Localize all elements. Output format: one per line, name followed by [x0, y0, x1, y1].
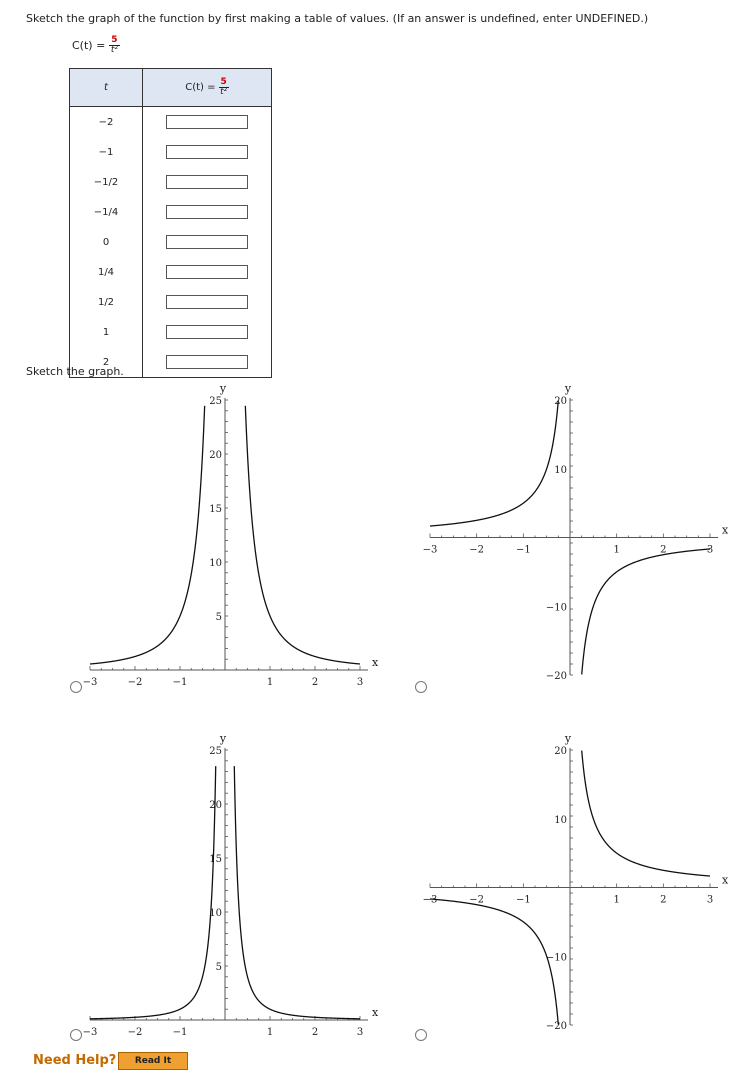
- radio-graph-a[interactable]: [70, 681, 82, 693]
- function-curve: [234, 766, 360, 1019]
- header-t: t: [70, 69, 143, 107]
- table-row: [70, 227, 272, 257]
- x-tick-label: −1: [172, 677, 188, 688]
- x-tick-label: 1: [613, 894, 620, 906]
- x-tick-label: −2: [469, 544, 485, 556]
- function-curve: [582, 751, 710, 877]
- x-tick-label: −1: [172, 1027, 188, 1038]
- c-value-cell: [143, 167, 272, 197]
- x-axis-label: x: [722, 873, 729, 887]
- graph-option-c: [80, 730, 380, 1050]
- y-tick-label: −10: [545, 602, 567, 614]
- c-value-cell: [143, 347, 272, 378]
- y-tick-label: 20: [209, 800, 222, 811]
- x-tick-label: 1: [266, 1027, 274, 1038]
- table-row: [70, 137, 272, 167]
- c-value-cell: [143, 257, 272, 287]
- c-value-cell: [143, 227, 272, 257]
- y-axis-label: y: [564, 382, 572, 395]
- t-value: 2: [70, 347, 143, 378]
- x-tick-label: −2: [127, 1027, 143, 1038]
- x-tick-label: −2: [127, 677, 143, 688]
- y-tick-label: −20: [545, 1021, 567, 1032]
- c-value-cell: [143, 137, 272, 167]
- x-tick-label: 1: [613, 544, 620, 556]
- x-tick-label: −3: [422, 894, 438, 906]
- function-curve: [90, 766, 216, 1019]
- function-lhs: C(t) =: [72, 39, 106, 52]
- y-tick-label: −10: [545, 952, 567, 964]
- x-axis-label: x: [372, 1006, 379, 1019]
- x-tick-label: 3: [706, 894, 714, 906]
- y-tick-label: 10: [554, 814, 567, 826]
- c-value-input[interactable]: [166, 325, 248, 339]
- c-value-cell: [143, 107, 272, 138]
- c-value-input[interactable]: [166, 115, 248, 129]
- t-value: −1/2: [70, 167, 143, 197]
- graph-option-a: [80, 380, 380, 700]
- c-value-input[interactable]: [166, 235, 248, 249]
- values-table: [69, 68, 272, 378]
- c-value-cell: [143, 197, 272, 227]
- c-value-input[interactable]: [166, 265, 248, 279]
- c-value-cell: [143, 287, 272, 317]
- x-tick-label: −1: [515, 544, 531, 556]
- c-value-input[interactable]: [166, 295, 248, 309]
- read-it-button[interactable]: Read It: [118, 1052, 188, 1070]
- function-fraction: [109, 36, 119, 55]
- y-tick-label: 15: [209, 854, 222, 865]
- t-value: −2: [70, 107, 143, 138]
- y-tick-label: 10: [209, 908, 222, 919]
- t-value: 1/4: [70, 257, 143, 287]
- function-curve: [430, 899, 558, 1025]
- graph-option-d: [420, 730, 730, 1050]
- x-axis-label: x: [372, 656, 379, 669]
- y-tick-label: 15: [209, 504, 222, 515]
- header-c: C(t) = $\frac{5}{\text{t²}}$: [143, 69, 272, 107]
- t-value: −1/4: [70, 197, 143, 227]
- x-tick-label: −3: [82, 677, 98, 688]
- sketch-label: Sketch the graph.: [26, 365, 124, 378]
- y-tick-label: −20: [545, 671, 567, 682]
- y-tick-label: 5: [215, 962, 222, 973]
- x-tick-label: 2: [311, 677, 319, 688]
- x-tick-label: −3: [82, 1027, 98, 1038]
- x-tick-label: 3: [356, 1027, 364, 1038]
- y-tick-label: 20: [554, 746, 567, 757]
- function-numerator: 5: [111, 35, 118, 45]
- c-value-cell: [143, 317, 272, 347]
- x-tick-label: 3: [356, 677, 364, 688]
- y-tick-label: 5: [215, 612, 222, 623]
- radio-graph-d[interactable]: [415, 1029, 427, 1041]
- c-value-input[interactable]: [166, 145, 248, 159]
- y-tick-label: 10: [554, 464, 567, 476]
- radio-graph-c[interactable]: [70, 1029, 82, 1041]
- y-axis-label: y: [564, 732, 572, 745]
- t-value: 1: [70, 317, 143, 347]
- t-value: 1/2: [70, 287, 143, 317]
- y-tick-label: 25: [209, 746, 222, 757]
- x-tick-label: 2: [311, 1027, 319, 1038]
- function-curve: [245, 406, 360, 664]
- function-definition: [72, 36, 120, 55]
- table-row: [70, 167, 272, 197]
- table-row: [70, 287, 272, 317]
- graph-option-b: [420, 380, 730, 700]
- function-curve: [582, 549, 710, 675]
- x-tick-label: −1: [515, 894, 531, 906]
- function-curve: [90, 406, 205, 664]
- y-tick-label: 20: [209, 450, 222, 461]
- y-axis-label: y: [219, 382, 227, 395]
- instructions: Sketch the graph of the function by first making a table of values. (If an answer is undefined, enter UNDEFINED.): [26, 12, 649, 25]
- table-row: [70, 107, 272, 138]
- table-row: [70, 257, 272, 287]
- x-tick-label: 2: [660, 544, 667, 556]
- y-axis-label: y: [219, 732, 227, 745]
- x-tick-label: −3: [422, 544, 438, 556]
- x-tick-label: 3: [706, 544, 714, 556]
- radio-graph-b[interactable]: [415, 681, 427, 693]
- function-denominator: t²: [110, 45, 118, 55]
- x-axis-label: x: [722, 523, 729, 537]
- c-value-input[interactable]: [166, 355, 248, 369]
- x-tick-label: 2: [660, 894, 667, 906]
- y-tick-label: 10: [209, 558, 222, 569]
- t-value: −1: [70, 137, 143, 167]
- table-row: [70, 197, 272, 227]
- y-tick-label: 20: [554, 396, 567, 407]
- x-tick-label: −2: [469, 894, 485, 906]
- t-value: 0: [70, 227, 143, 257]
- c-value-input[interactable]: [166, 205, 248, 219]
- c-value-input[interactable]: [166, 175, 248, 189]
- y-tick-label: 25: [209, 396, 222, 407]
- table-row: [70, 317, 272, 347]
- need-help-label: Need Help?: [33, 1053, 117, 1068]
- function-curve: [430, 401, 558, 527]
- x-tick-label: 1: [266, 677, 274, 688]
